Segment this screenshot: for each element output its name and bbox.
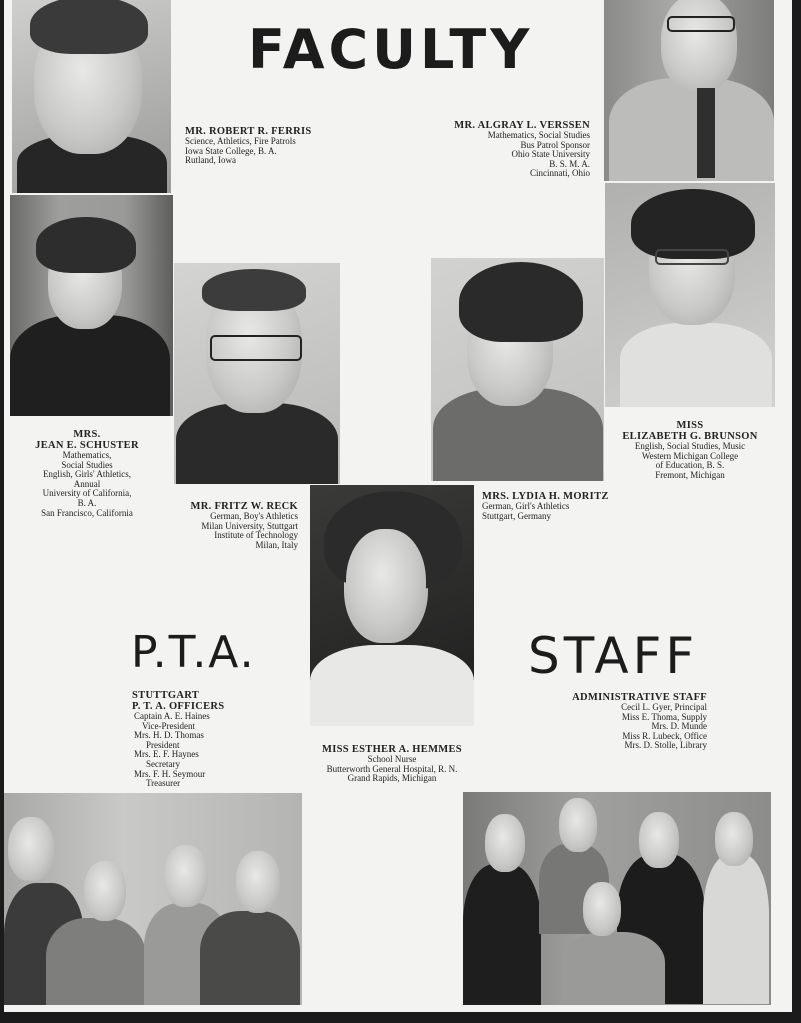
caption-esther-hemmes: [292, 744, 492, 784]
caption-line: Butterworth General Hospital, R. N.: [326, 763, 458, 774]
caption-line: Annual: [73, 478, 101, 489]
photo-algray-verssen: [604, 0, 774, 181]
faculty-name: MRS.: [73, 429, 101, 440]
caption-line: Bus Patrol Sponsor: [520, 139, 590, 150]
staff-member: Mrs. D. Munde: [651, 721, 707, 732]
pta-heading: P.T.A.: [131, 627, 256, 678]
staff-member: Miss E. Thoma, Supply: [621, 711, 707, 722]
caption-line: Grand Rapids, Michigan: [347, 773, 437, 784]
faculty-name: MISS: [676, 420, 704, 431]
pta-role: Vice-President: [142, 720, 195, 731]
staff-member: Miss R. Lubeck, Office: [622, 730, 707, 741]
caption-line: Milan University, Stuttgart: [201, 520, 298, 531]
faculty-heading: FACULTY: [248, 18, 534, 81]
faculty-name: JEAN E. SCHUSTER: [35, 440, 139, 451]
caption-pta-officers: [132, 690, 282, 789]
caption-line: Social Studies: [61, 459, 113, 470]
caption-line: of Education, B. S.: [655, 460, 725, 471]
caption-line: B. S. M. A.: [549, 158, 590, 169]
caption-line: Milan, Italy: [255, 539, 298, 550]
faculty-name: MR. ROBERT R. FERRIS: [185, 126, 312, 137]
pta-officer: Mrs. E. F. Haynes: [134, 749, 199, 760]
photo-jean-schuster: [10, 195, 173, 416]
caption-line: Rutland, Iowa: [185, 155, 236, 166]
staff-title: ADMINISTRATIVE STAFF: [572, 692, 707, 703]
pta-role: Secretary: [146, 758, 180, 769]
faculty-name: MR. ALGRAY L. VERSSEN: [454, 120, 590, 131]
photo-elizabeth-brunson: [605, 183, 775, 407]
caption-line: Institute of Technology: [214, 530, 298, 541]
caption-line: University of California,: [42, 488, 132, 499]
caption-line: School Nurse: [367, 754, 417, 764]
caption-line: San Francisco, California: [41, 507, 133, 518]
faculty-name: MRS. LYDIA H. MORITZ: [482, 491, 609, 502]
faculty-name: MISS ESTHER A. HEMMES: [322, 744, 462, 755]
caption-line: Mathematics,: [62, 450, 112, 460]
caption-line: Fremont, Michigan: [655, 469, 725, 480]
caption-line: Iowa State College, B. A.: [185, 145, 277, 156]
faculty-name: ELIZABETH G. BRUNSON: [622, 431, 758, 442]
staff-heading: STAFF: [528, 627, 699, 685]
pta-role: Treasurer: [146, 778, 181, 789]
caption-line: English, Social Studies, Music: [634, 441, 746, 451]
caption-line: German, Boy's Athletics: [210, 511, 298, 521]
pta-officer: Mrs. H. D. Thomas: [134, 730, 204, 741]
pta-title: STUTTGART: [132, 690, 200, 701]
caption-elizabeth-brunson: [600, 420, 780, 480]
caption-line: English, Girls' Athletics,: [42, 469, 132, 480]
caption-line: Science, Athletics, Fire Patrols: [185, 136, 296, 146]
caption-line: Ohio State University: [511, 149, 590, 160]
pta-officer: Mrs. F. H. Seymour: [134, 768, 206, 779]
caption-algray-verssen: [392, 120, 590, 179]
caption-line: Western Michigan College: [641, 450, 739, 461]
caption-jean-schuster: [10, 429, 164, 518]
caption-line: Mathematics, Social Studies: [487, 130, 590, 140]
caption-line: B. A.: [77, 497, 97, 508]
photo-fritz-reck: [174, 263, 340, 484]
yearbook-page: [4, 0, 792, 1012]
pta-role: President: [146, 739, 180, 750]
caption-administrative-staff: [524, 692, 707, 751]
pta-title: P. T. A. OFFICERS: [132, 701, 225, 712]
photo-esther-hemmes: [310, 485, 474, 726]
pta-officer: Captain A. E. Haines: [134, 711, 210, 721]
photo-robert-ferris: [12, 0, 171, 193]
photo-administrative-staff: [463, 792, 771, 1005]
caption-lydia-moritz: [482, 491, 662, 521]
staff-member: Cecil L. Gyer, Principal: [621, 702, 707, 712]
caption-line: Cincinnati, Ohio: [530, 168, 590, 179]
photo-lydia-moritz: [431, 258, 604, 481]
photo-pta-officers: [4, 793, 302, 1005]
caption-line: German, Girl's Athletics: [482, 501, 570, 511]
caption-fritz-reck: [154, 501, 298, 550]
staff-member: Mrs. D. Stolle, Library: [624, 740, 707, 751]
faculty-name: MR. FRITZ W. RECK: [190, 501, 298, 512]
caption-robert-ferris: [185, 126, 385, 166]
caption-line: Stuttgart, Germany: [482, 510, 551, 521]
